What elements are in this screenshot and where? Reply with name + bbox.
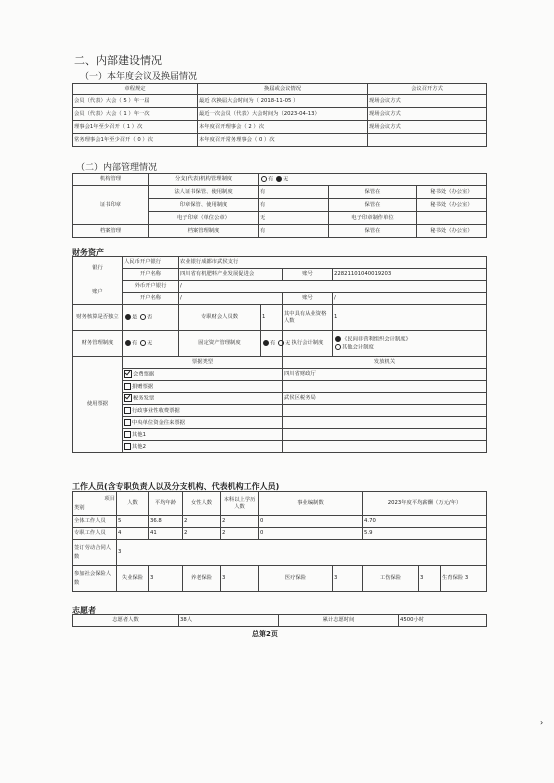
cert-keep: 保管在 [329, 199, 417, 212]
org-choice: 有 无 [259, 174, 487, 186]
meeting-cell: 现场会议方式 [368, 95, 487, 108]
indep-label: 财务核算是否独立 [73, 305, 123, 331]
radio-icon [335, 344, 341, 350]
insure-val: 3 [419, 566, 441, 592]
radio-icon [140, 314, 146, 320]
fx-no-label: 账号 [283, 293, 333, 305]
meeting-cell: 现场会议方式 [368, 108, 487, 121]
radio-icon [140, 340, 146, 346]
staff-label: 专职财会人员数 [179, 305, 261, 331]
insure-type: 医疗保险 [259, 566, 333, 592]
open-bank: 农业银行成都市武侯支行 [179, 257, 487, 269]
checkbox-icon [124, 431, 131, 438]
acc-sys-label: 执行会计制度 [283, 331, 333, 357]
checkbox-icon [124, 443, 131, 450]
asset-choice: 有 无 [261, 331, 283, 357]
bank-label: 银行 [73, 257, 123, 281]
staff-cell: 4.70 [363, 516, 487, 528]
bill-item: 其他2 [123, 441, 283, 453]
radio-selected-icon [125, 340, 131, 346]
bill-org-head: 发放机关 [283, 357, 487, 369]
bill-org [283, 429, 487, 441]
insure-last: 生育保险 3 [441, 566, 487, 592]
sys-label: 财务管理制度 [73, 331, 123, 357]
meeting-table [72, 83, 487, 147]
archive-item: 档案管理制度 [149, 225, 259, 238]
page-number: 总第2页 [252, 630, 278, 638]
mgmt-title: （二）内部管理情况 [76, 163, 158, 173]
cert-item: 电子印章（单位公章） [149, 212, 259, 225]
meeting-cell: 本年度召开理事会（ 2 ）次 [198, 121, 368, 134]
fx-bank: / [179, 281, 487, 293]
acct-name-label: 开户名称 [123, 269, 179, 281]
radio-selected-icon [276, 176, 282, 182]
cert-value: 有 [259, 186, 329, 199]
meeting-cell [368, 134, 487, 147]
bill-item: 税务发票 [123, 393, 283, 405]
archive-place: 秘书处（办公室） [417, 225, 487, 238]
insure-type: 养老保险 [183, 566, 221, 592]
staff-cell: 2 [183, 528, 221, 540]
checkbox-icon [124, 407, 131, 414]
acc-sys-choice: 《民间非营利组织会计制度》 其他会计制度 [333, 331, 487, 357]
qual-label: 其中具有从业资格人数 [283, 305, 333, 331]
staff-header: 事业编制数 [259, 492, 363, 516]
bill-item: 中央单位资金往来票据 [123, 417, 283, 429]
radio-selected-icon [335, 336, 341, 342]
meeting-cell: 最近 次换届大会时间为（ 2018-11-05 ） [198, 95, 368, 108]
bill-org [283, 417, 487, 429]
org-item: 分支(代表)机构管理制度 [149, 174, 259, 186]
staff-cell: 41 [149, 528, 183, 540]
staff-cell: 2 [183, 516, 221, 528]
bill-org [283, 381, 487, 393]
insure-type: 失业保险 [117, 566, 149, 592]
staff-header: 人数 [117, 492, 149, 516]
cert-place: 秘书处（办公室） [417, 186, 487, 199]
col-type-label: 类别 [74, 504, 85, 511]
radio-icon [261, 176, 267, 182]
insure-type: 工伤保险 [363, 566, 419, 592]
edge-mark: › [540, 718, 544, 727]
cert-place [417, 212, 487, 225]
staff-header: 本科以上学历人数 [221, 492, 259, 516]
bill-org [283, 405, 487, 417]
meeting-cell: 理事会1年至少召开（ 1 ）次 [73, 121, 198, 134]
meeting-cell: 会员（代表）大会（ 5 ）年一届 [73, 95, 198, 108]
acct-no: 22821101040019203 [333, 269, 487, 281]
checkbox-checked-icon [124, 394, 132, 402]
cert-item: 法人证书保管、使用制度 [149, 186, 259, 199]
indep-choice: 是 否 [123, 305, 179, 331]
fx-no: / [333, 293, 487, 305]
volunteer-title: 志愿者 [72, 606, 96, 615]
staff-header: 2023年度平均薪酬（万元/年） [363, 492, 487, 516]
staff-header: 平均年龄 [149, 492, 183, 516]
staff-cell: 2 [221, 528, 259, 540]
fx-name-label: 开户名称 [123, 293, 179, 305]
meeting-cell: 本年度召开常务理事会（ 0 ）次 [198, 134, 368, 147]
insure-val: 3 [333, 566, 363, 592]
staff-cell: 4 [117, 528, 149, 540]
bill-item: 行政事业性收费票据 [123, 405, 283, 417]
staff-table [72, 491, 487, 592]
archive-value: 有 [259, 225, 329, 238]
checkbox-icon [124, 419, 131, 426]
fx-bank-label: 外币开户银行 [123, 281, 179, 293]
checkbox-checked-icon [124, 370, 132, 378]
volunteer-hours: 4500小时 [399, 615, 487, 627]
staff-cell: 0 [259, 516, 363, 528]
finance-title: 财务资产 [72, 248, 104, 257]
bill-item: 捐赠票据 [123, 381, 283, 393]
staff-row-label: 全体工作人员 [73, 516, 117, 528]
cert-value: 有 [259, 199, 329, 212]
sys-choice: 有 无 [123, 331, 179, 357]
insure-label: 参加社会保险人数 [73, 566, 117, 592]
staff-cell: 5 [117, 516, 149, 528]
volunteer-hours-label: 累计志愿时间 [279, 615, 399, 627]
account-label: 账户 [73, 281, 123, 305]
cert-item: 印章保管、使用制度 [149, 199, 259, 212]
meeting-header: 章程规定 [73, 84, 198, 95]
meeting-header: 会议召开方式 [368, 84, 487, 95]
archive-keep: 保管在 [329, 225, 417, 238]
bill-item: 会费票据 [123, 369, 283, 381]
meeting-cell: 最近一次会员（代表）大会时间为（2023-04-13） [198, 108, 368, 121]
staff-header: 女性人数 [183, 492, 221, 516]
cert-value: 无 [259, 212, 329, 225]
bill-type-head: 票据类型 [123, 357, 283, 369]
acct-no-label: 账号 [283, 269, 333, 281]
cert-keep: 电子印章制作单位 [329, 212, 417, 225]
volunteer-table [72, 614, 487, 627]
staff-val: 1 [261, 305, 283, 331]
open-bank-label: 人民币开户银行 [123, 257, 179, 269]
col-item-label: 项目 [104, 495, 115, 502]
radio-icon [278, 340, 284, 346]
checkbox-icon [124, 383, 131, 390]
contract-label: 签订劳动合同人数 [73, 540, 117, 566]
meeting-header: 换届或会议情况 [198, 84, 368, 95]
contract-val: 3 [117, 540, 487, 566]
fx-name: / [179, 293, 283, 305]
radio-selected-icon [125, 314, 131, 320]
cert-place: 秘书处（办公室） [417, 199, 487, 212]
insure-val: 3 [221, 566, 259, 592]
staff-row-label: 专职工作人员 [73, 528, 117, 540]
finance-table [72, 256, 487, 453]
meeting-title: （一）本年度会议及换届情况 [80, 72, 198, 82]
staff-cell: 0 [259, 528, 363, 540]
volunteer-count: 38人 [179, 615, 279, 627]
bill-org: 武侯区税务局 [283, 393, 487, 405]
staff-cell: 36.8 [149, 516, 183, 528]
staff-cell: 5.9 [363, 528, 487, 540]
cert-keep: 保管在 [329, 186, 417, 199]
bill-item: 其他1 [123, 429, 283, 441]
qual-val: 1 [333, 305, 487, 331]
mgmt-table [72, 173, 487, 238]
meeting-cell: 会员（代表）大会（ 1 ）年一次 [73, 108, 198, 121]
insure-val: 3 [149, 566, 183, 592]
asset-label: 固定资产管理制度 [179, 331, 261, 357]
staff-corner [73, 492, 117, 516]
staff-cell: 2 [221, 516, 259, 528]
bill-label: 使用票据 [73, 357, 123, 453]
meeting-cell: 常务理事会1年至少召开（ 0 ）次 [73, 134, 198, 147]
bill-org: 四川省财政厅 [283, 369, 487, 381]
cert-label: 证书印章 [73, 186, 149, 225]
radio-selected-icon [263, 340, 269, 346]
acct-name: 四川省有机肥料产业发展促进会 [179, 269, 283, 281]
meeting-cell: 现场会议方式 [368, 121, 487, 134]
org-label: 机构管理 [73, 174, 149, 186]
staff-title: 工作人员(含专职负责人以及分支机构、代表机构工作人员) [72, 482, 280, 491]
section-title: 二、内部建设情况 [74, 54, 162, 67]
archive-label: 档案管理 [73, 225, 149, 238]
bill-org [283, 441, 487, 453]
volunteer-count-label: 志愿者人数 [73, 615, 179, 627]
